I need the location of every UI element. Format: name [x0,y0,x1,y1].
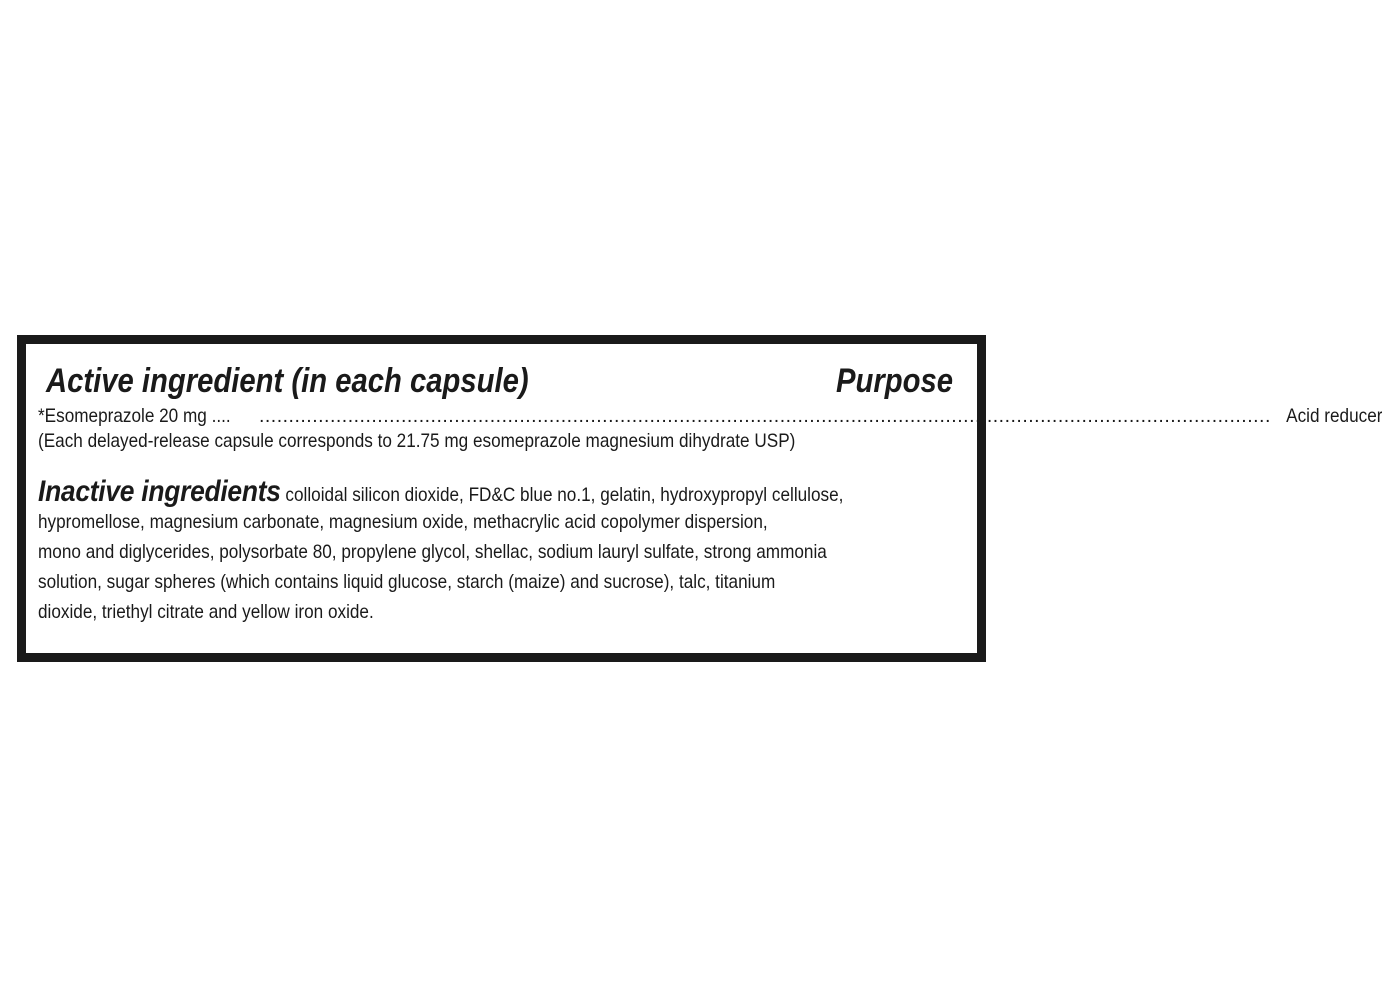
inactive-line-4: solution, sugar spheres (which contains liquid glucose, starch (maize) and sucrose), talc, titanium [38,571,776,593]
inactive-line-1 [38,477,847,507]
inactive-ingredients-text: colloidal silicon dioxide, FD&C blue no.1, gelatin, hydroxypropyl cellulose, [285,484,844,506]
equivalence-note: (Each delayed-release capsule corresponds to 21.75 mg esomeprazole magnesium dihydrate USP) [38,430,796,452]
active-ingredient-name: *Esomeprazole 20 mg .... [38,405,231,427]
inactive-line-5: dioxide, triethyl citrate and yellow iron oxide. [38,601,374,623]
active-ingredient-heading: Active ingredient (in each capsule) [46,362,529,400]
purpose-value: Acid reducer [1286,405,1382,427]
inactive-line-2: hypromellose, magnesium carbonate, magnesium oxide, methacrylic acid copolymer dispersion, [38,511,768,533]
dot-leader: ........................................................................................................................................................................... [258,405,1271,427]
active-ingredient-row [38,404,1382,428]
inactive-ingredients-section [38,477,957,627]
inactive-ingredients-heading: Inactive ingredients [38,475,281,508]
purpose-heading: Purpose [835,362,953,400]
drug-facts-panel [17,335,1382,662]
heading-row [46,356,953,406]
inactive-line-3: mono and diglycerides, polysorbate 80, propylene glycol, shellac, sodium lauryl sulfate, strong ammonia [38,541,827,563]
